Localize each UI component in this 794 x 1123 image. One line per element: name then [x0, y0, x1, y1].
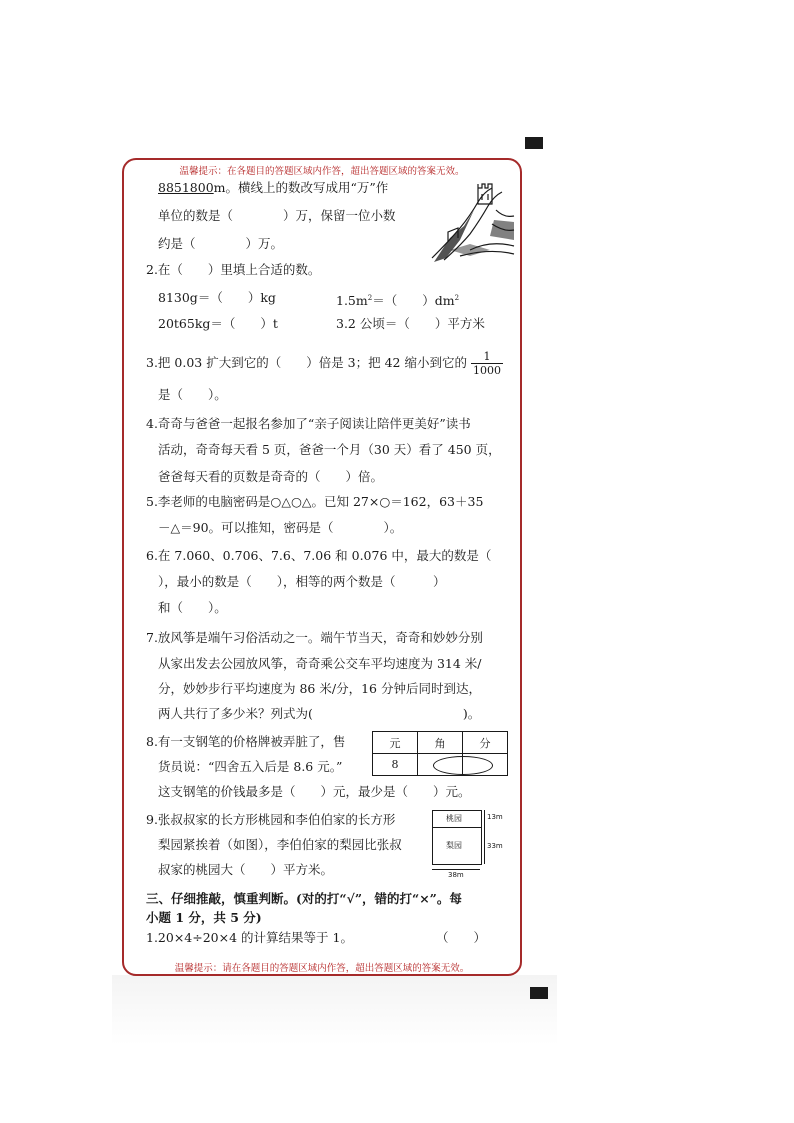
orchard-diagram [432, 810, 512, 880]
q6-line2: ），最小的数是（ ），相等的两个数是（ ） [158, 574, 446, 589]
q3-line1-text: 3.把 0.03 扩大到它的（ ）倍是 3；把 42 缩小到它的 [146, 355, 467, 370]
judge1-paren: （ ） [436, 930, 487, 945]
q2-title: 2.在（ ）里填上合适的数。 [146, 262, 321, 277]
q2-a-left: 8130g＝（ ）kg [158, 290, 276, 305]
notice-bottom: 温馨提示：请在各题目的答题区域内作答，超出答题区域的答案无效。 [174, 963, 470, 974]
q1-line2: 单位的数是（ ）万，保留一位小数 [158, 208, 396, 223]
q7-line2: 从家出发去公园放风筝，奇奇乘公交车平均速度为 314 米/ [158, 656, 482, 671]
judge1-text: 1.20×4÷20×4 的计算结果等于 1。 [146, 930, 353, 945]
q2-a-right-pre: 1.5m [336, 293, 368, 309]
q1-line1 [158, 180, 388, 196]
q2-a-right-sup: 2 [367, 294, 373, 302]
q3-line2: 是（ ）。 [158, 387, 227, 402]
q1-line1-rest: m。横线上的数改写成用“万”作 [213, 180, 389, 195]
q5-line1: 5.李老师的电脑密码是○△○△。已知 27×○＝162，63＋35 [146, 494, 484, 509]
q8-line3: 这支钢笔的价钱最多是（ ）元，最少是（ ）元。 [158, 784, 471, 799]
price-header-yuan: 元 [373, 732, 418, 754]
q1-underlined-number: 8851800 [158, 180, 214, 195]
alignment-marker-top [525, 137, 543, 149]
q2-b-left: 20t65kg＝（ ）t [158, 316, 278, 331]
q9-line3: 叔家的桃园大（ ）平方米。 [158, 862, 334, 877]
peach-label: 桃园 [446, 814, 462, 823]
q4-line3: 爸爸每天看的页数是奇奇的（ ）倍。 [158, 469, 384, 484]
scan-shadow [112, 975, 557, 1045]
q9-line2: 梨园紧挨着（如图），李伯伯家的梨园比张叔 [158, 837, 402, 852]
dim-side-label: 33m [487, 842, 503, 850]
price-header-jiao: 角 [418, 732, 463, 754]
q7-line3: 分，妙妙步行平均速度为 86 米/分，16 分钟后同时到达， [158, 681, 481, 696]
dim-bottom-label: 38m [448, 871, 464, 879]
q3-line1 [146, 350, 503, 377]
q4-line2: 活动，奇奇每天看 5 页，爸爸一个月（30 天）看了 450 页， [158, 442, 501, 457]
section3-line2: 小题 1 分，共 5 分) [146, 910, 262, 925]
q9-line1: 9.张叔叔家的长方形桃园和李伯伯家的长方形 [146, 812, 396, 827]
q7-line1: 7.放风筝是端午习俗活动之一。端午节当天，奇奇和妙妙分别 [146, 630, 483, 645]
q6-line3: 和（ ）。 [158, 600, 227, 615]
q8-line2: 货员说：“四舍五入后是 8.6 元。” [158, 759, 343, 774]
q3-fraction [471, 350, 503, 377]
q4-line1: 4.奇奇与爸爸一起报名参加了“亲子阅读让陪伴更美好”读书 [146, 416, 471, 431]
smudge-oval [433, 756, 493, 775]
pear-label: 梨园 [446, 841, 462, 850]
q6-line1: 6.在 7.060、0.706、7.6、7.06 和 0.076 中，最大的数是（ [146, 548, 492, 563]
alignment-marker-bottom [530, 987, 548, 999]
q8-line1: 8.有一支钢笔的价格牌被弄脏了，售 [146, 734, 346, 749]
price-header-fen: 分 [463, 732, 508, 754]
q3-frac-num: 1 [471, 350, 503, 364]
q5-line2: －△＝90。可以推知，密码是（ ）。 [158, 520, 403, 535]
price-yuan-value: 8 [373, 754, 418, 776]
q2-a-right-mid: ＝（ ）dm [372, 293, 455, 309]
great-wall-illustration [430, 180, 516, 262]
dim-bottom-line [432, 869, 480, 870]
q2-a-right [336, 290, 459, 309]
notice-top: 温馨提示：在各题目的答题区域内作答，超出答题区域的答案无效。 [179, 166, 465, 177]
q2-a-right-sup2: 2 [454, 294, 460, 302]
q2-b-right: 3.2 公顷＝（ ）平方米 [336, 316, 485, 331]
q3-frac-den: 1000 [472, 364, 501, 377]
dim-top-label: 13m [487, 813, 503, 821]
section3-line1: 三、仔细推敲，慎重判断。(对的打“√”，错的打“×”。每 [146, 891, 462, 906]
q1-line3: 约是（ ）万。 [158, 236, 284, 251]
q7-line4: 两人共行了多少米？列式为( )。 [158, 706, 481, 721]
dim-right-line [484, 810, 485, 864]
